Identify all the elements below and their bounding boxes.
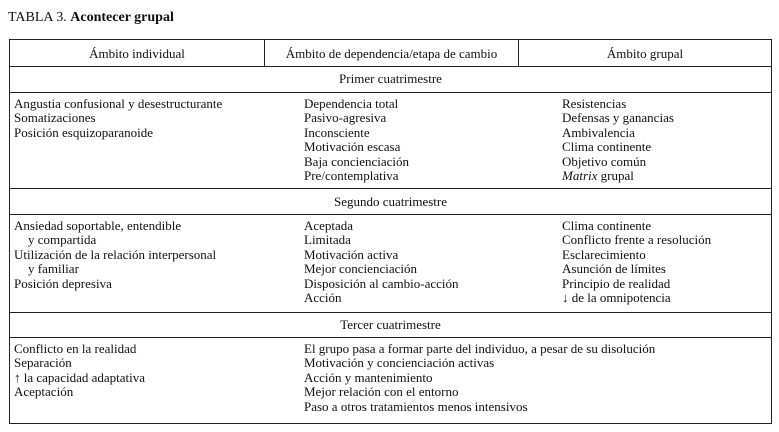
list-item: Esclarecimiento xyxy=(562,246,646,262)
list-item: Objetivo común xyxy=(562,153,647,169)
matrix-term: Matrix xyxy=(562,168,598,184)
list-item: Clima continente xyxy=(562,218,652,233)
section-title-1: Primer cuatrimestre xyxy=(339,71,442,86)
section-divider-1 xyxy=(10,188,771,189)
section-rule-2 xyxy=(10,214,771,215)
list-item: Acción xyxy=(304,290,342,306)
list-item: Posición esquizoparanoide xyxy=(14,124,153,140)
list-item: Aceptación xyxy=(14,384,74,400)
list-item: Angustia confusional y desestructurante xyxy=(14,96,223,111)
section-title-2: Segundo cuatrimestre xyxy=(334,194,447,209)
list-item: Inconsciente xyxy=(304,124,370,140)
section-3-dependencia xyxy=(304,342,655,414)
table-title: Acontecer grupal xyxy=(70,10,174,25)
list-item: Conflicto en la realidad xyxy=(14,341,137,356)
section-2-dependencia xyxy=(304,219,459,305)
list-item: Acción y mantenimiento xyxy=(304,369,433,385)
list-item: Aceptada xyxy=(304,218,354,233)
list-item: Pasivo-agresiva xyxy=(304,110,387,126)
list-item: Motivación escasa xyxy=(304,139,401,155)
table-number: TABLA 3. xyxy=(8,10,67,25)
list-item: Mejor relación con el entorno xyxy=(304,384,459,400)
list-item: Limitada xyxy=(304,232,351,248)
header-rule xyxy=(10,66,771,67)
header-dependencia: Ámbito de dependencia/etapa de cambio xyxy=(285,46,498,61)
list-item: Asunción de límites xyxy=(562,261,666,277)
list-item: Utilización de la relación interpersonal xyxy=(14,246,217,262)
section-1-individual xyxy=(14,97,222,140)
list-item: Motivación y concienciación activas xyxy=(304,355,495,371)
header-grupal: Ámbito grupal xyxy=(606,46,684,61)
list-item: Dependencia total xyxy=(304,96,399,111)
list-item: Separación xyxy=(14,355,72,371)
table-caption xyxy=(8,10,174,26)
header-individual: Ámbito individual xyxy=(89,46,185,61)
list-item: Pre/contemplativa xyxy=(304,168,399,184)
section-1-grupal xyxy=(562,97,674,183)
list-item: Defensas y ganancias xyxy=(562,110,674,126)
list-item: Motivación activa xyxy=(304,246,399,262)
section-divider-2 xyxy=(10,312,771,313)
list-item: Mejor concienciación xyxy=(304,261,417,277)
list-item: ↑ la capacidad adaptativa xyxy=(14,369,146,385)
list-item: Baja concienciación xyxy=(304,153,410,169)
list-item: Resistencias xyxy=(562,96,627,111)
section-title-3: Tercer cuatrimestre xyxy=(340,317,441,332)
list-item: Posición depresiva xyxy=(14,275,112,291)
list-item: Disposición al cambio-acción xyxy=(304,275,459,291)
section-3-individual xyxy=(14,342,145,400)
list-item: Conflicto frente a resolución xyxy=(562,232,712,248)
section-2-grupal xyxy=(562,219,711,305)
list-item: Paso a otros tratamientos menos intensivos xyxy=(304,398,528,414)
list-item: Somatizaciones xyxy=(14,110,96,126)
list-item: Ambivalencia xyxy=(562,124,635,140)
list-item: Ansiedad soportable, entendible xyxy=(14,218,182,233)
list-item: El grupo pasa a formar parte del individuo, a pesar de su disolución xyxy=(304,341,656,356)
list-item: Principio de realidad xyxy=(562,275,671,291)
section-1-dependencia xyxy=(304,97,409,183)
section-2-individual xyxy=(14,219,216,291)
section-rule-1 xyxy=(10,92,771,93)
data-table xyxy=(9,39,772,424)
list-item: y familiar xyxy=(28,261,79,277)
list-item: ↓ de la omnipotencia xyxy=(562,290,671,306)
section-rule-3 xyxy=(10,337,771,338)
list-item: Clima continente xyxy=(562,139,652,155)
matrix-suffix: grupal xyxy=(597,168,634,184)
list-item: y compartida xyxy=(28,232,97,248)
list-item xyxy=(562,169,674,183)
